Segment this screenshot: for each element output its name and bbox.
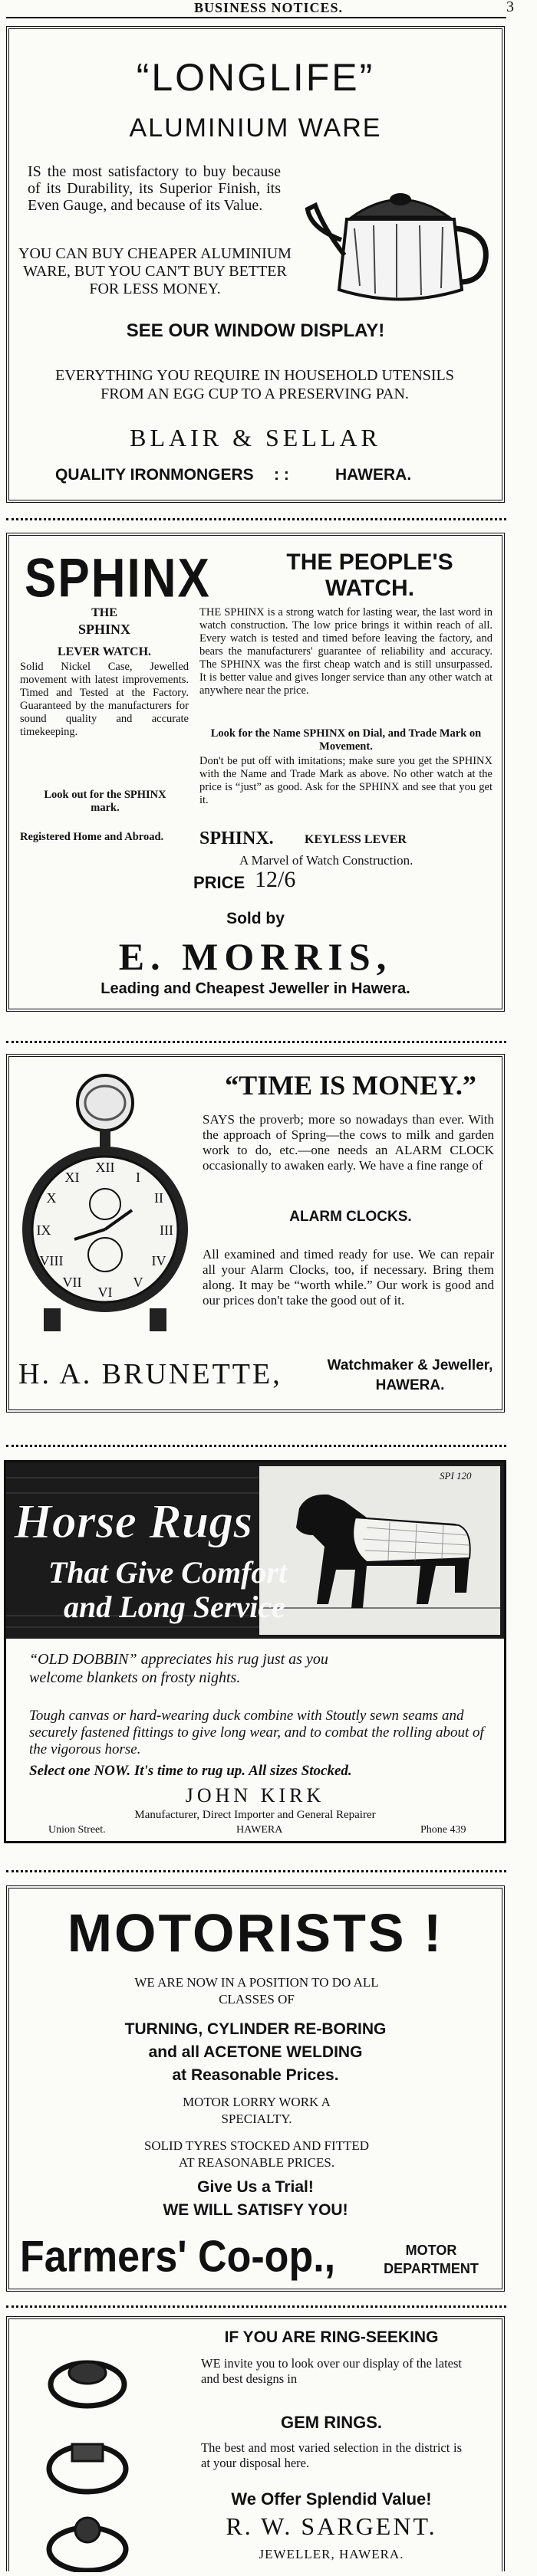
brunette-headline: “TIME IS MONEY.” <box>225 1070 476 1101</box>
farmers-tyres: SOLID TYRES STOCKED AND FITTED AT REASONABLE PRICES. <box>143 2138 370 2170</box>
kirk-banner-line-3: and Long Service <box>64 1590 285 1624</box>
header-rule <box>6 17 506 18</box>
sphinx-left-lever: LEVER WATCH. <box>57 645 152 658</box>
sargent-product: GEM RINGS. <box>280 2413 382 2432</box>
svg-text:V: V <box>133 1275 143 1290</box>
farmers-trial: Give Us a Trial! <box>197 2178 314 2196</box>
kirk-phone: Phone 439 <box>420 1824 466 1836</box>
farmers-service-2: and all ACETONE WELDING <box>148 2043 363 2061</box>
page-folio: 3 <box>506 0 514 15</box>
longlife-subhead: ALUMINIUM WARE <box>129 113 382 143</box>
sargent-value: We Offer Splendid Value! <box>231 2489 432 2509</box>
kirk-body: Tough canvas or hard-wearing duck combine with Stoutly sewn seams and securely fastened fittings to give long wear, and to combat the rolling about of the vigorous horse. <box>29 1708 484 1757</box>
farmers-satisfy: WE WILL SATISFY YOU! <box>163 2201 348 2219</box>
sphinx-left-look: Look out for the SPHINX mark. <box>44 789 166 814</box>
teapot-illustration <box>305 175 496 328</box>
alarm-clock-illustration <box>17 1065 193 1348</box>
svg-text:II: II <box>154 1190 163 1206</box>
sphinx-left-body: Solid Nickel Case, Jewelled movement with latest improvements. Timed and Tested at the Factory. Guaranteed by the manufacturers for sound quality and accurate timekeeping. <box>20 661 189 738</box>
longlife-trade-left: QUALITY IRONMONGERS <box>55 466 254 484</box>
longlife-advert <box>6 26 505 503</box>
brunette-body2: All examined and timed ready for use. We can repair all your Alarm Clocks, too, if necessary. Bring them along. It may be “worth while.” Our work is good and our prices don't take the good out of it. <box>203 1247 494 1308</box>
farmers-service-3: at Reasonable Prices. <box>172 2066 339 2084</box>
sphinx-right-more: Don't be put off with imitations; make sure you get the SPHINX with the Name and Trade Mark as above. No other watch at the price is “just” as good. Ask for the SPHINX and see that you get it. <box>199 755 493 806</box>
page-header <box>0 0 537 17</box>
sphinx-keyless: KEYLESS LEVER <box>305 833 407 846</box>
sphinx-price-label: PRICE <box>193 873 245 892</box>
longlife-trade-right: HAWERA. <box>335 466 412 484</box>
sphinx-keyless-brand: SPHINX. <box>199 829 274 848</box>
kirk-firm: JOHN KIRK <box>185 1784 325 1806</box>
farmers-advert <box>6 1885 505 2292</box>
farmers-headline: MOTORISTS ! <box>67 1903 444 1963</box>
sphinx-sold-by: Sold by <box>226 910 285 927</box>
sphinx-price: 12/6 <box>255 867 296 892</box>
brunette-body: SAYS the proverb; more so nowadays than ever. With the approach of Spring—the cows to milk and garden work to do, etc.—one needs an ALARM CLOCK occasionally to awaken early. We have a fine range of <box>203 1112 494 1173</box>
separator <box>6 2305 506 2308</box>
svg-text:XI: XI <box>64 1170 80 1185</box>
kirk-town: HAWERA <box>236 1824 283 1836</box>
farmers-lorry: MOTOR LORRY WORK A SPECIALTY. <box>183 2095 331 2126</box>
section-title: BUSINESS NOTICES. <box>193 0 344 15</box>
sphinx-right-look: Look for the Name SPHINX on Dial, and Trade Mark on Movement. <box>210 727 482 753</box>
longlife-everything: EVERYTHING YOU REQUIRE IN HOUSEHOLD UTENSILS FROM AN EGG CUP TO A PRESERVING PAN. <box>55 367 454 402</box>
sargent-firm: R. W. SARGENT. <box>226 2512 437 2540</box>
sphinx-marvel: A Marvel of Watch Construction. <box>239 853 413 868</box>
brunette-desc-1: Watchmaker & Jeweller, <box>327 1357 493 1373</box>
sargent-headline: IF YOU ARE RING-SEEKING <box>224 2328 439 2346</box>
longlife-trade-sep: : : <box>274 466 289 484</box>
svg-text:IX: IX <box>36 1222 51 1238</box>
longlife-body: IS the most satisfactory to buy because of its Durability, its Superior Finish, its Even Gauge, and because of its Value. <box>28 163 281 214</box>
brunette-product: ALARM CLOCKS. <box>289 1209 412 1225</box>
farmers-dept-2: DEPARTMENT <box>384 2261 479 2276</box>
kirk-select: Select one NOW. It's time to rug up. All sizes Stocked. <box>29 1763 352 1779</box>
brunette-firm: H. A. BRUNETTE, <box>18 1358 282 1390</box>
separator <box>6 1041 506 1043</box>
kirk-banner-line-2: That Give Comfort <box>48 1555 288 1590</box>
svg-text:VII: VII <box>62 1275 82 1290</box>
kirk-banner-code: SPI 120 <box>440 1470 472 1482</box>
svg-text:IV: IV <box>151 1253 166 1268</box>
svg-text:III: III <box>160 1222 173 1238</box>
longlife-window-display: SEE OUR WINDOW DISPLAY! <box>126 320 385 341</box>
sphinx-tagline-2: WATCH. <box>325 576 415 601</box>
longlife-headline: “LONGLIFE” <box>136 56 375 99</box>
farmers-firm: Farmers' Co-op., <box>20 2233 336 2282</box>
kirk-banner-title: Horse Rugs <box>14 1494 253 1548</box>
farmers-service-1: TURNING, CYLINDER RE-BORING <box>124 2020 387 2038</box>
kirk-advert <box>4 1460 506 1843</box>
sphinx-left-the: THE <box>91 606 117 619</box>
svg-text:I: I <box>136 1170 140 1185</box>
separator <box>6 1870 506 1872</box>
sargent-firm-desc: JEWELLER, HAWERA. <box>259 2547 404 2561</box>
brunette-desc-2: HAWERA. <box>375 1377 445 1393</box>
sphinx-left-registered: Registered Home and Abroad. <box>20 831 164 843</box>
sphinx-seller-desc: Leading and Cheapest Jeweller in Hawera. <box>100 980 410 997</box>
farmers-intro: WE ARE NOW IN A POSITION TO DO ALL CLASSES OF <box>134 1975 379 2007</box>
sphinx-advert <box>6 533 505 1012</box>
sphinx-left-name: SPHINX <box>77 622 130 637</box>
svg-text:VI: VI <box>97 1285 113 1300</box>
sphinx-right-body: THE SPHINX is a strong watch for lasting wear, the last word in watch construction. The low price brings it within reach of all. Every watch is tested and timed before leaving the factory, and bears the manufacturers' guarantee of reliability and accuracy. The SPHINX was the first cheap watch and is still unsurpassed. It is better value and gives longer service than any other watch at anywhere near the price. <box>199 606 493 697</box>
brunette-advert <box>6 1054 505 1413</box>
longlife-claim: YOU CAN BUY CHEAPER ALUMINIUM WARE, BUT YOU CAN'T BUY BETTER FOR LESS MONEY. <box>18 245 292 297</box>
separator <box>6 1445 506 1447</box>
sphinx-tagline-1: THE PEOPLE'S <box>286 550 453 575</box>
svg-text:VIII: VIII <box>39 1253 64 1268</box>
gem-rings-illustration <box>32 2342 147 2572</box>
sargent-advert <box>6 2316 505 2571</box>
kirk-quote: “OLD DOBBIN” appreciates his rug just as you welcome blankets on frosty nights. <box>29 1651 328 1686</box>
longlife-firm: BLAIR & SELLAR <box>130 424 381 451</box>
kirk-firm-desc: Manufacturer, Direct Importer and General Repairer <box>134 1809 376 1821</box>
sargent-body2: The best and most varied selection in the district is at your disposal here. <box>201 2440 462 2470</box>
sargent-body: WE invite you to look over our display of the latest and best designs in <box>201 2356 462 2386</box>
kirk-street: Union Street. <box>48 1824 106 1836</box>
farmers-dept-1: MOTOR <box>405 2243 457 2258</box>
sphinx-seller: E. MORRIS, <box>118 935 393 978</box>
sphinx-brand: SPHINX <box>25 548 211 609</box>
separator <box>6 518 506 520</box>
svg-text:X: X <box>46 1190 57 1206</box>
svg-text:XII: XII <box>95 1160 115 1175</box>
